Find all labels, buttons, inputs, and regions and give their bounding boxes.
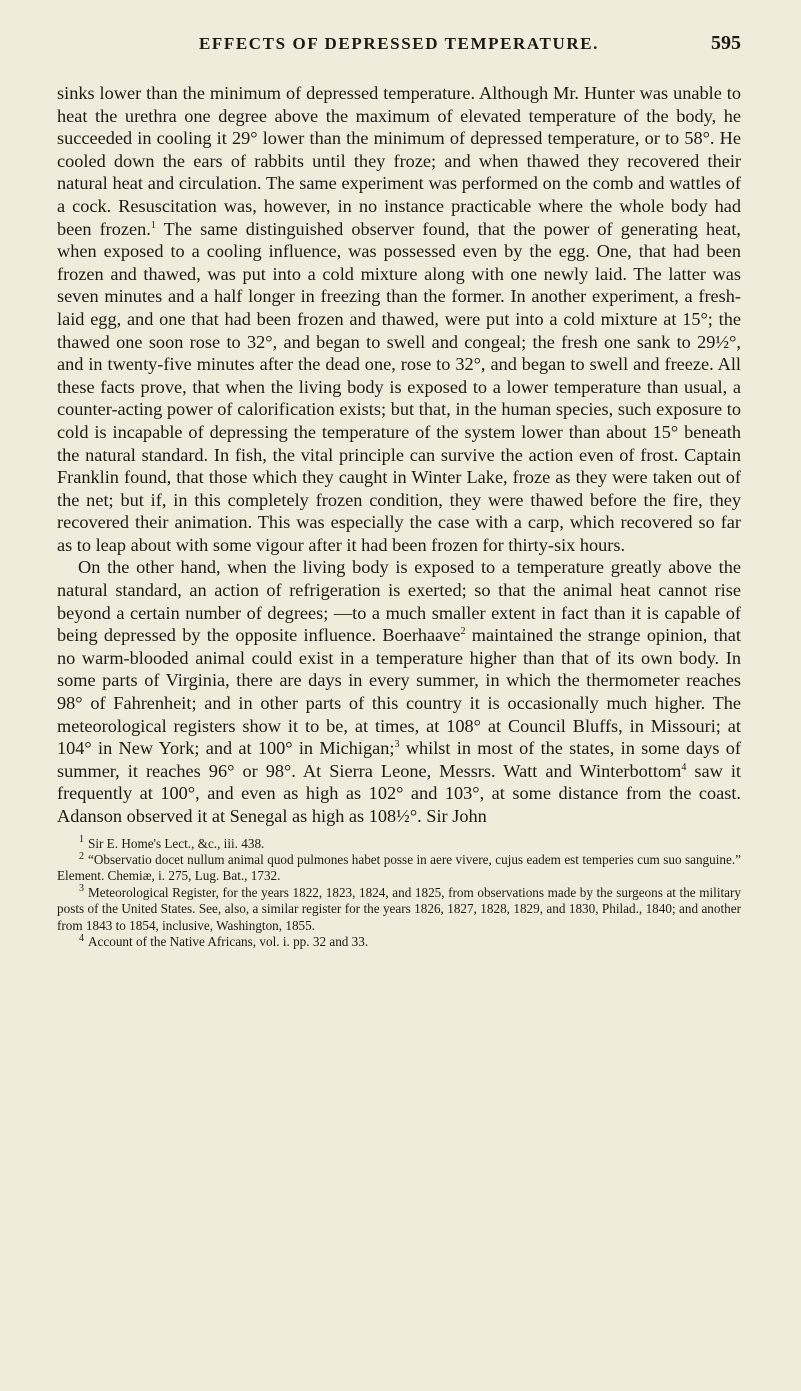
- footnote-text: Sir E. Home's Lect., &c., iii. 438.: [88, 835, 265, 851]
- page-number: 595: [711, 32, 741, 54]
- footnote-text: Account of the Native Africans, vol. i. pp. 32 and 33.: [88, 934, 369, 950]
- footnote-mark: 1: [79, 834, 84, 846]
- paragraph-2-text-b: maintained the strange opinion, that no warm-blooded animal could exist in a temperature higher than that of its own body. In some parts of Virginia, there are days in every summer, in which the thermometer reaches 98° of Fahrenheit; and in other parts of this country it is occasionally much higher. The meteorological registers show it to be, at times, at 108° at Council Bluffs, in Missouri; at 104° in New York; and at 100° in Michigan;: [57, 625, 741, 759]
- footnote-1: [57, 836, 741, 852]
- footnote-mark: 2: [79, 850, 84, 862]
- paragraph-2-text-d: saw it frequently at 100°, and even as high as 102° and 103°, at some distance from the coast. Adanson observed it at Senegal as high as 108½°. Sir John: [57, 760, 741, 826]
- footnote-3: [57, 885, 741, 934]
- footnote-text: “Observatio docet nullum animal quod pulmones habet posse in aere vivere, cujus eadem est temperies cum suo sanguine.” Element. Chemiæ, i. 275, Lug. Bat., 1732.: [57, 852, 741, 884]
- paragraph-1: [57, 82, 741, 556]
- paragraph-1-text-b: The same distinguished observer found, that the power of generating heat, when exposed to a cooling influence, was possessed even by the egg. One, that had been frozen and thawed, was put into a cold mixture along with one newly laid. The latter was seven minutes and a half longer in freezing than the former. In another experiment, a fresh-laid egg, and one that had been frozen and thawed, were put into a cold mixture at 15°; the thawed one soon rose to 32°, and began to swell and congeal; the fresh one sank to 29½°, and in twenty-five minutes after the dead one, rose to 32°, and began to swell and freeze. All these facts prove, that when the living body is exposed to a lower temperature than usual, a counter-acting power of calorification exists; but that, in the human species, such exposure to cold is incapable of depressing the temperature of the system lower than about 15° beneath the natural standard. In fish, the vital principle can survive the action even of frost. Captain Franklin found, that those which they caught in Winter Lake, froze as they were taken out of the net; but if, in this completely frozen condition, they were thawed before the fire, they recovered their animation. This was especially the case with a carp, which recovered so far as to leap about with some vigour after it had been frozen for thirty-six hours.: [57, 218, 741, 555]
- paragraph-2-text-c: whilst in most of the states, in some days of summer, it reaches 96° or 98°. At Sierra Leone, Messrs. Watt and Winterbottom: [57, 738, 742, 781]
- footnote-ref-1: 1: [150, 219, 156, 231]
- footnote-2: [57, 852, 741, 885]
- paragraph-2-text-a: On the other hand, when the living body is exposed to a temperature greatly above the natural standard, an action of refrigeration is exerted; so that the animal heat cannot rise beyond a certain number of degrees; —to a much smaller extent in fact than it is capable of being depressed by the opposite influence. Boerhaave: [57, 557, 741, 646]
- paragraph-1-text-a: sinks lower than the minimum of depressed temperature. Although Mr. Hunter was unable to heat the urethra one degree above the maximum of elevated temperature of the body, he succeeded in cooling it 29° lower than the minimum of depressed temperature, or to 58°. He cooled down the ears of rabbits until they froze; and when thawed they recovered their natural heat and circulation. The same experiment was performed on the comb and wattles of a cock. Resuscitation was, however, in no instance practicable where the whole body had been frozen.: [57, 83, 741, 239]
- paragraph-2: [57, 556, 741, 827]
- footnote-4: [57, 934, 741, 950]
- running-title: EFFECTS OF DEPRESSED TEMPERATURE.: [198, 34, 600, 53]
- footnote-mark: 3: [79, 883, 84, 895]
- footnotes: [57, 836, 741, 951]
- footnote-ref-2: 2: [460, 626, 466, 638]
- running-head: [57, 0, 741, 62]
- body-text: [57, 82, 741, 828]
- footnote-text: Meteorological Register, for the years 1822, 1823, 1824, and 1825, from observations made by the surgeons at the military posts of the United States. See, also, a similar register for the years 1826, 1827, 1828, 1829, and 1830, Philad., 1840; and another from 1843 to 1854, inclusive, Washington, 1855.: [57, 884, 741, 933]
- footnote-ref-4: 4: [681, 761, 687, 773]
- footnote-ref-3: 3: [394, 739, 400, 751]
- footnote-mark: 4: [79, 932, 84, 944]
